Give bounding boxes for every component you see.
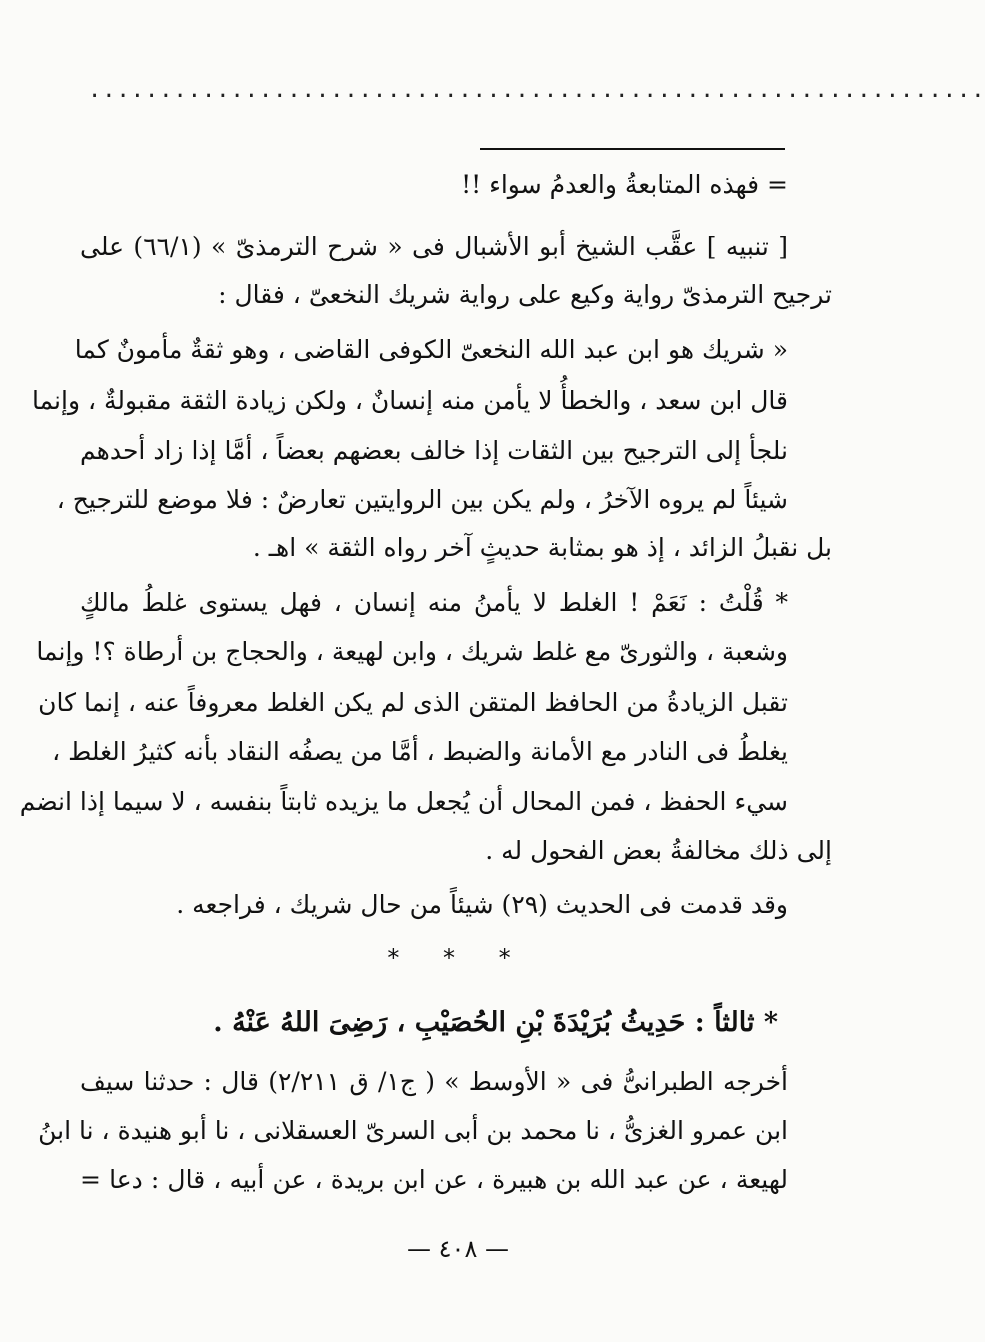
- quote-line-1: « شريك هو ابن عبد الله النخعىّ الكوفى القاضى ، وهو ثقةٌ مأمونٌ كما: [74, 335, 788, 364]
- quote-line-3: نلجأ إلى الترجيح بين الثقات إذا خالف بعضهم بعضاً ، أمَّا إذا زاد أحدهم: [80, 436, 788, 465]
- qultu-line-3: تقبل الزيادةُ من الحافظ المتقن الذى لم يكن الغلط معروفاً عنه ، إنما كان: [38, 688, 788, 717]
- quote-line-4: شيئاً لم يروه الآخرُ ، ولم يكن بين الروايتين تعارضٌ : فلا موضع للترجيح ،: [56, 485, 788, 514]
- section-heading: * ثالثاً : حَدِيثُ بُرَيْدَةَ بْنِ الحُصَيْبِ ، رَضِىَ اللهُ عَنْهُ .: [213, 1007, 778, 1038]
- quote-line-5: بل نقبلُ الزائد ، إذ هو بمثابة حديثٍ آخر رواه الثقة » اهـ .: [252, 533, 832, 562]
- top-dotted-line: ...............................................................: [88, 78, 985, 103]
- page-number: — ٤٠٨ —: [407, 1235, 509, 1263]
- takhrij-line-1: أخرجه الطبرانىُّ فى « الأوسط » ( ج١/ ق ٢/٢١١) قال : حدثنا سيف: [80, 1067, 788, 1096]
- footnote-line: = فهذه المتابعةُ والعدمُ سواء !!: [461, 170, 788, 199]
- refer-line: وقد قدمت فى الحديث (٢٩) شيئاً من حال شريك ، فراجعه .: [176, 890, 788, 919]
- qultu-line-4: يغلطُ فى النادر مع الأمانة والضبط ، أمَّا من يصفُه النقاد بأنه كثيرُ الغلط ،: [52, 737, 788, 766]
- section-separator-stars: * * *: [387, 944, 529, 972]
- quote-line-2: قال ابن سعد ، والخطأُ لا يأمن منه إنسانٌ ، ولكن زيادة الثقة مقبولةٌ ، وإنما: [31, 386, 788, 415]
- qultu-line-6: إلى ذلك مخالفةُ بعض الفحول له .: [485, 836, 832, 865]
- tanbih-line-1: [ تنبيه ] عقَّب الشيخ أبو الأشبال فى « شرح الترمذىّ » (٦٦/١) على: [80, 232, 789, 261]
- qultu-line-2: وشعبة ، والثورىّ مع غلط شريك ، وابن لهيعة ، والحجاج بن أرطاة ؟! وإنما: [36, 637, 788, 666]
- footnote-separator-rule: [480, 148, 785, 150]
- qultu-line-1: * قُلْتُ : نَعَمْ ! الغلط لا يأمنُ منه إنسان ، فهل يستوى غلطُ مالكٍ: [80, 588, 788, 617]
- takhrij-line-3: لهيعة ، عن عبد الله بن هبيرة ، عن ابن بريدة ، عن أبيه ، قال : دعا =: [80, 1165, 788, 1194]
- takhrij-line-2: ابن عمرو الغزىُّ ، نا محمد بن أبى السرىّ العسقلانى ، نا أبو هنيدة ، نا ابنُ: [38, 1116, 788, 1145]
- tanbih-line-2: ترجيح الترمذىّ رواية وكيع على رواية شريك النخعىّ ، فقال :: [218, 280, 832, 309]
- qultu-line-5: سيء الحفظ ، فمن المحال أن يُجعل ما يزيده ثابتاً بنفسه ، لا سيما إذا انضم: [19, 787, 788, 816]
